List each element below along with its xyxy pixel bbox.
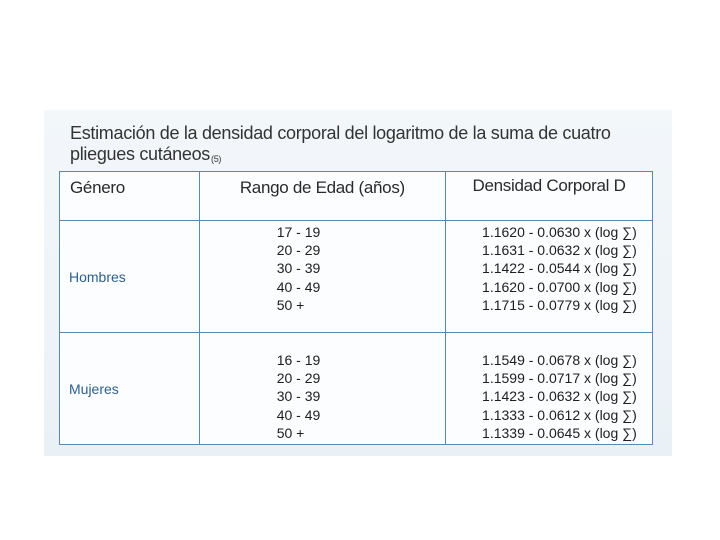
formulas-men — [446, 221, 653, 333]
density-formula: 1.1422 - 0.0544 x (log ∑) — [482, 260, 637, 277]
header-age-range: Rango de Edad (años) — [199, 172, 445, 221]
age-range: 40 - 49 — [276, 278, 321, 295]
density-formula: 1.1715 - 0.0779 x (log ∑) — [482, 296, 637, 313]
group-label-women: Mujeres — [60, 333, 200, 445]
age-range: 16 - 19 — [276, 352, 321, 368]
age-range: 20 - 29 — [276, 370, 321, 387]
age-range: 50 + — [276, 424, 305, 441]
header-gender: Género — [60, 172, 200, 221]
age-range: 20 - 29 — [276, 242, 321, 259]
age-range: 40 - 49 — [276, 406, 321, 423]
group-row-men — [60, 221, 653, 333]
age-range: 30 - 39 — [276, 388, 321, 405]
header-density: Densidad Corporal D — [446, 172, 653, 221]
age-range: 30 - 39 — [276, 260, 321, 277]
formulas-women — [446, 333, 653, 445]
title-reference: (5) — [211, 154, 222, 164]
density-formula: 1.1549 - 0.0678 x (log ∑) — [482, 352, 637, 368]
age-ranges-women — [199, 333, 445, 445]
group-row-women — [60, 333, 653, 445]
density-formula: 1.1599 - 0.0717 x (log ∑) — [482, 370, 637, 387]
density-formula: 1.1333 - 0.0612 x (log ∑) — [482, 406, 637, 423]
table-title — [70, 123, 630, 170]
density-formula: 1.1423 - 0.0632 x (log ∑) — [482, 388, 637, 405]
density-formula: 1.1620 - 0.0630 x (log ∑) — [482, 224, 637, 240]
age-range: 50 + — [276, 296, 305, 313]
density-table — [59, 171, 653, 445]
table-title-text: Estimación de la densidad corporal del logaritmo de la suma de cuatro pliegues cutáneos — [70, 123, 611, 164]
age-range: 17 - 19 — [276, 224, 321, 240]
density-formula: 1.1339 - 0.0645 x (log ∑) — [482, 424, 637, 441]
header-row — [60, 172, 653, 221]
density-formula: 1.1631 - 0.0632 x (log ∑) — [482, 242, 637, 259]
density-formula: 1.1620 - 0.0700 x (log ∑) — [482, 278, 637, 295]
group-label-men: Hombres — [60, 221, 200, 333]
age-ranges-men — [199, 221, 445, 333]
